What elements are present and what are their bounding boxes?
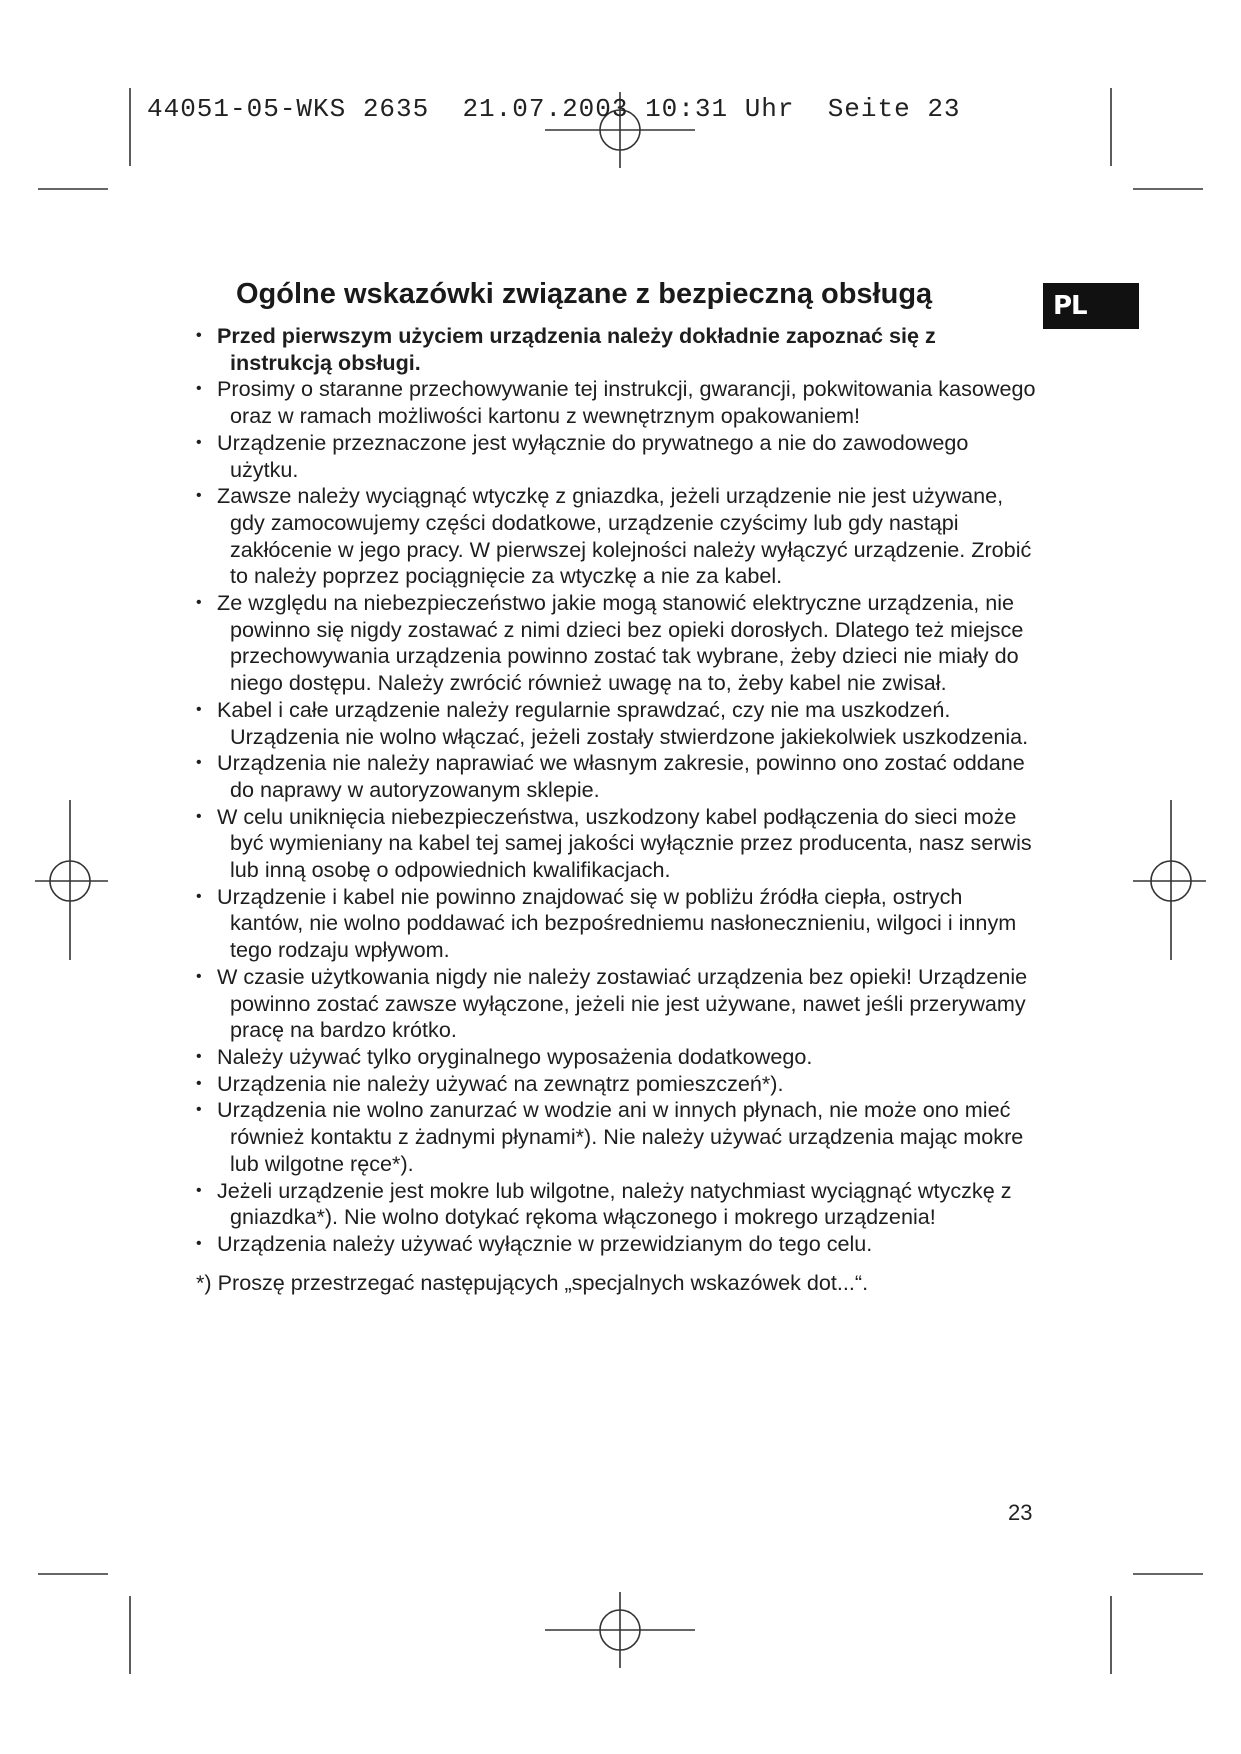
list-item: • Urządzenie przeznaczone jest wyłącznie do prywatnego a nie do zawodowego użytku. <box>196 430 1036 483</box>
list-item: • Jeżeli urządzenie jest mokre lub wilgotne, należy natychmiast wyciągnąć wtyczkę z gniazdka*). Nie wolno dotykać rękoma włączonego i mokrego urządzenia! <box>196 1178 1036 1231</box>
list-item: • Urządzenia należy używać wyłącznie w przewidzianym do tego celu. <box>196 1231 1036 1258</box>
list-item: • Przed pierwszym użyciem urządzenia należy dokładnie zapoznać się z instrukcją obsługi. <box>196 323 1036 376</box>
list-item: • Urządzenie i kabel nie powinno znajdować się w pobliżu źródła ciepła, ostrych kantów, nie wolno poddawać ich bezpośredniemu nasłonecznieniu, wilgoci i innym tego rodzaju wpływom. <box>196 884 1036 964</box>
list-item: • Należy używać tylko oryginalnego wyposażenia dodatkowego. <box>196 1044 1036 1071</box>
language-badge: PL <box>1043 283 1139 329</box>
list-item: • Zawsze należy wyciągnąć wtyczkę z gniazdka, jeżeli urządzenie nie jest używane, gdy zamocowujemy części dodatkowe, urządzenie czyścimy lub gdy nastąpi zakłócenie w jego pracy. W pierwszej kolejności należy wyłączyć urządzenie. Zrobić to należy poprzez pociągnięcie za wtyczkę a nie za kabel. <box>196 483 1036 590</box>
print-slug-header: 44051-05-WKS 2635 21.07.2003 10:31 Uhr Seite 23 <box>147 94 961 124</box>
footnote: *) Proszę przestrzegać następujących „specjalnych wskazówek dot...“. <box>196 1269 869 1295</box>
list-item: • Ze względu na niebezpieczeństwo jakie mogą stanowić elektryczne urządzenia, nie powinno się nigdy zostawać z nimi dzieci bez opieki dorosłych. Dlatego też miejsce przechowywania urządzenia powinno zostać tak wybrane, żeby dzieci nie miały do niego dostępu. Należy zwrócić również uwagę na to, żeby kabel nie zwisał. <box>196 590 1036 697</box>
list-item: • Kabel i całe urządzenie należy regularnie sprawdzać, czy nie ma uszkodzeń. Urządzenia nie wolno włączać, jeżeli zostały stwierdzone jakiekolwiek uszkodzenia. <box>196 697 1036 750</box>
registration-mark-bottom <box>545 1592 695 1668</box>
list-item: • Prosimy o staranne przechowywanie tej instrukcji, gwarancji, pokwitowania kasowego oraz w ramach możliwości kartonu z wewnętrznym opakowaniem! <box>196 376 1036 429</box>
page-number: 23 <box>1008 1500 1033 1525</box>
registration-mark-right <box>1133 800 1206 960</box>
registration-mark-left <box>35 800 108 960</box>
list-item: • Urządzenia nie wolno zanurzać w wodzie ani w innych płynach, nie może ono mieć również kontaktu z żadnymi płynami*). Nie należy używać urządzenia mając mokre lub wilgotne ręce*). <box>196 1097 1036 1177</box>
list-item: • Urządzenia nie należy naprawiać we własnym zakresie, powinno ono zostać oddane do naprawy w autoryzowanym sklepie. <box>196 750 1036 803</box>
safety-instructions <box>196 323 1036 1318</box>
list-item: • Urządzenia nie należy używać na zewnątrz pomieszczeń*). <box>196 1071 1036 1098</box>
list-item: • W celu uniknięcia niebezpieczeństwa, uszkodzony kabel podłączenia do sieci może być wymieniany na kabel tej samej jakości wyłącznie przez producenta, nasz serwis lub inną osobę o odpowiednich kwalifikacjach. <box>196 804 1036 884</box>
list-item: • W czasie użytkowania nigdy nie należy zostawiać urządzenia bez opieki! Urządzenie powinno zostać zawsze wyłączone, jeżeli nie jest używane, nawet jeśli przerywamy pracę na bardzo krótko. <box>196 964 1036 1044</box>
safety-list <box>196 323 1036 1258</box>
page-title: Ogólne wskazówki związane z bezpieczną obsługą <box>236 278 933 310</box>
